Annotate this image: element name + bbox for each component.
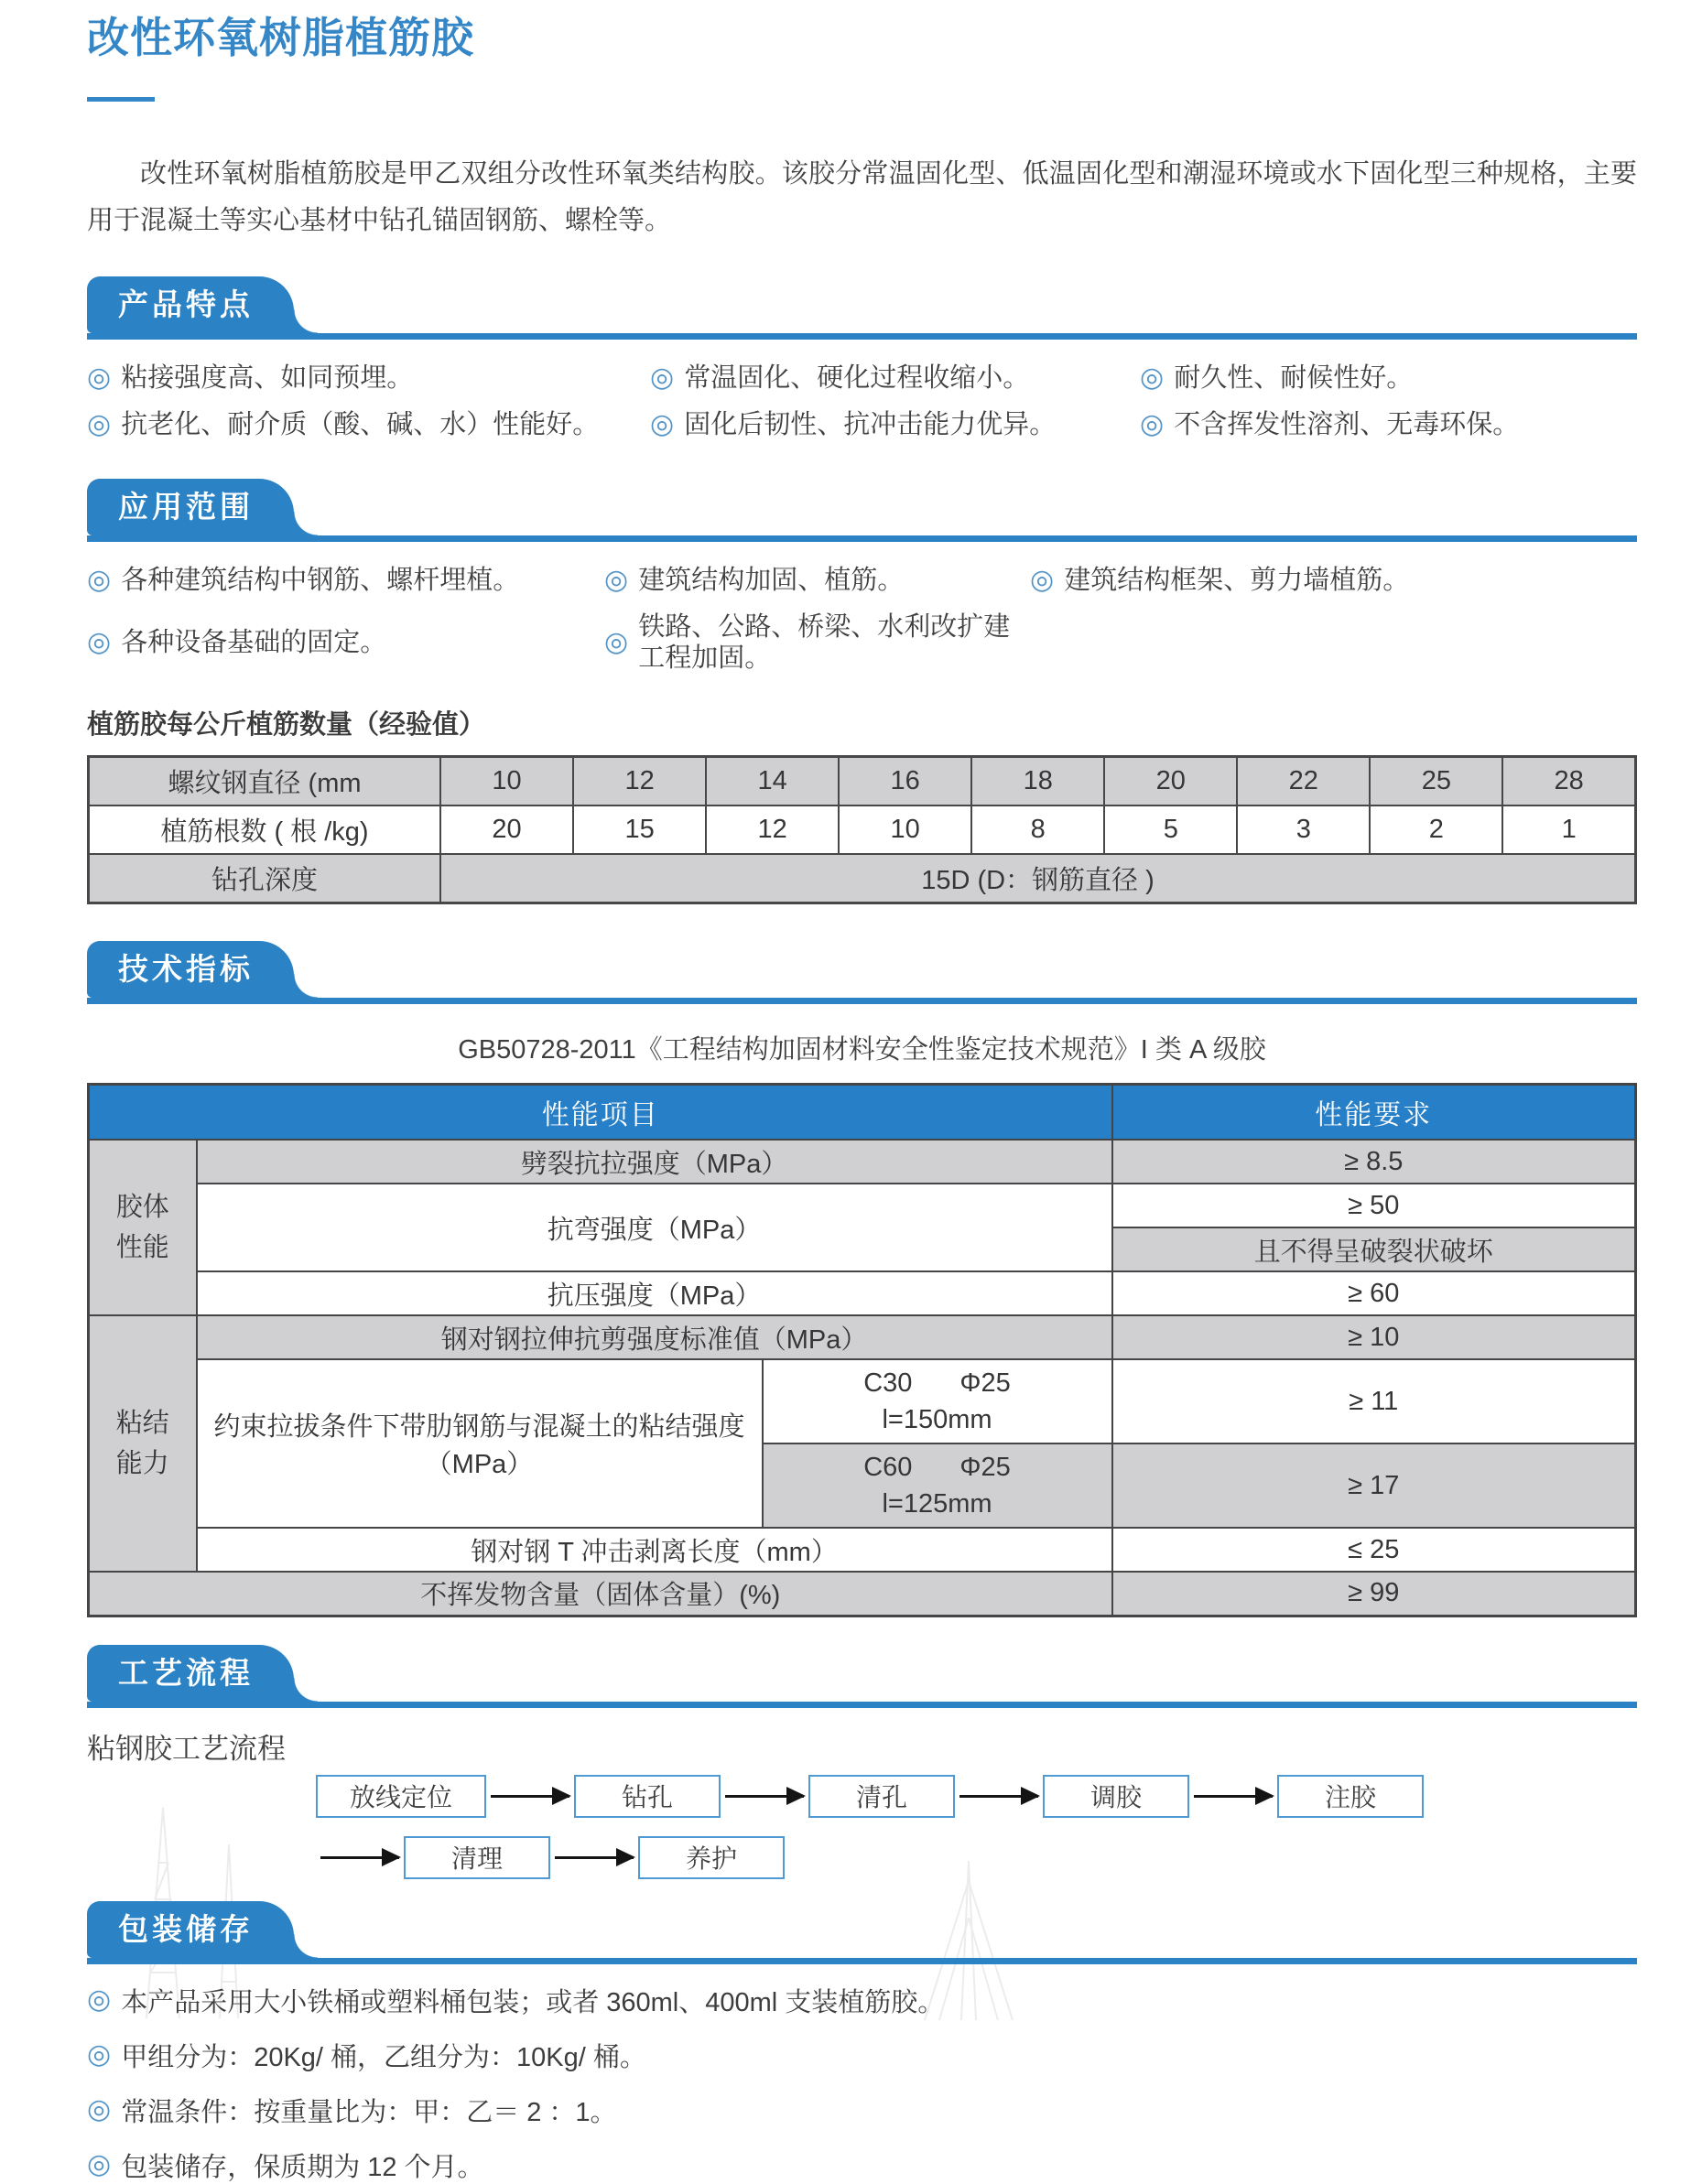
application-item	[87, 565, 604, 596]
feature-item	[650, 362, 1140, 394]
packaging-item	[87, 2146, 1637, 2184]
section-head-features	[87, 276, 1637, 340]
double-circle-bullet-icon: ◎	[604, 565, 629, 595]
section-head-process	[87, 1645, 1637, 1708]
count-value: 12	[706, 805, 839, 854]
anchor-length: l=125mm	[882, 1489, 992, 1519]
feature-text: 粘接强度高、如同预埋。	[121, 363, 414, 393]
concrete-grade: C60	[863, 1453, 913, 1482]
feature-item	[650, 409, 1140, 440]
process-flow-row-2	[316, 1836, 1637, 1879]
table-row	[89, 757, 1636, 806]
packaging-list	[87, 1982, 1637, 2184]
diameter-value: 22	[1237, 757, 1370, 806]
double-circle-bullet-icon: ◎	[1140, 362, 1165, 393]
table-row	[89, 1572, 1636, 1616]
column-header-item: 性能项目	[89, 1085, 1112, 1141]
section-head-packaging	[87, 1901, 1637, 1964]
count-value: 15	[573, 805, 706, 854]
process-step-box: 调胶	[1043, 1775, 1189, 1818]
packaging-item	[87, 2092, 1637, 2129]
table-row	[89, 1140, 1636, 1184]
double-circle-bullet-icon: ◎	[1030, 565, 1055, 595]
title-underline	[87, 97, 155, 102]
count-value: 2	[1370, 805, 1502, 854]
table-row	[89, 1315, 1636, 1359]
concrete-grade: C30	[863, 1368, 913, 1398]
arrow-right-icon	[959, 1795, 1038, 1798]
double-circle-bullet-icon: ◎	[87, 362, 112, 393]
group-cell-adhesive-performance: 胶体性能	[89, 1140, 197, 1315]
table-row	[89, 1528, 1636, 1572]
table-header-row	[89, 1085, 1636, 1141]
double-circle-bullet-icon: ◎	[87, 627, 112, 657]
application-item	[87, 611, 604, 674]
condition-c30	[763, 1359, 1112, 1443]
intro-paragraph: 改性环氧树脂植筋胶是甲乙双组分改性环氧类结构胶。该胶分常温固化型、低温固化型和潮湿环境或水下固化型三种规格，主要用于混凝土等实心基材中钻孔锚固钢筋、螺栓等。	[87, 159, 1637, 235]
table-row	[89, 854, 1636, 903]
diameter-value: 16	[839, 757, 971, 806]
rebar-table-title: 植筋胶每公斤植筋数量（经验值）	[87, 710, 486, 740]
process-step-box: 放线定位	[316, 1775, 486, 1818]
double-circle-bullet-icon: ◎	[650, 362, 675, 393]
anchor-length: l=150mm	[882, 1405, 992, 1434]
diameter-value: 14	[706, 757, 839, 806]
arrow-right-icon	[1194, 1795, 1273, 1798]
arrow-right-icon	[725, 1795, 804, 1798]
requirement-bond-c30: ≥ 11	[1112, 1359, 1636, 1443]
features-list	[87, 362, 1637, 440]
features-row-2	[87, 409, 1637, 440]
diameter-value: 10	[440, 757, 573, 806]
feature-text: 常温固化、硬化过程收缩小。	[684, 363, 1030, 393]
requirement-compressive-strength: ≥ 60	[1112, 1271, 1636, 1315]
count-value: 8	[971, 805, 1104, 854]
double-circle-bullet-icon: ◎	[87, 565, 112, 595]
diameter-value: 12	[573, 757, 706, 806]
row-header-count: 植筋根数 ( 根 /kg)	[89, 805, 441, 854]
diameter-value: 20	[1104, 757, 1237, 806]
feature-item	[87, 409, 650, 440]
rebar-quantity-table	[87, 755, 1637, 904]
applications-list	[87, 565, 1637, 674]
arrow-right-icon	[555, 1856, 634, 1859]
property-shear-strength: 钢对钢拉伸抗剪强度标准值（MPa）	[197, 1315, 1112, 1359]
applications-row-1	[87, 565, 1637, 596]
packaging-text: 甲组分为：20Kg/ 桶，乙组分为：10Kg/ 桶。	[121, 2042, 646, 2072]
application-text: 建筑结构加固、植筋。	[638, 566, 905, 595]
group-cell-bonding-capacity: 粘结能力	[89, 1315, 197, 1572]
row-header-diameter: 螺纹钢直径 (mm	[89, 757, 441, 806]
section-badge-tech: 技术指标	[87, 941, 294, 998]
application-text: 建筑结构框架、剪力墙植筋。	[1064, 566, 1410, 595]
section-head-tech	[87, 941, 1637, 1004]
process-flow-row-1	[316, 1775, 1637, 1818]
row-header-depth: 钻孔深度	[89, 854, 441, 903]
application-text: 各种设备基础的固定。	[121, 628, 387, 657]
features-row-1	[87, 362, 1637, 394]
column-header-requirement: 性能要求	[1112, 1085, 1636, 1141]
count-value: 1	[1502, 805, 1635, 854]
property-split-tensile: 劈裂抗拉强度（MPa）	[197, 1140, 1112, 1184]
count-value: 10	[839, 805, 971, 854]
process-step-box: 养护	[638, 1836, 785, 1879]
packaging-item	[87, 1982, 1637, 2019]
packaging-text: 常温条件：按重量比为：甲：乙＝ 2 ：1。	[121, 2097, 617, 2127]
depth-value: 15D (D：钢筋直径 )	[440, 854, 1636, 903]
application-item	[604, 611, 1030, 674]
rebar-diameter: Φ25	[959, 1368, 1011, 1398]
process-step-box: 钻孔	[574, 1775, 721, 1818]
double-circle-bullet-icon: ◎	[1140, 409, 1165, 439]
feature-item	[1140, 409, 1637, 440]
section-badge-process: 工艺流程	[87, 1645, 294, 1702]
count-value: 3	[1237, 805, 1370, 854]
requirement-bending-strength: ≥ 50	[1112, 1184, 1636, 1227]
application-item	[1030, 565, 1637, 596]
section-badge-packaging: 包装储存	[87, 1901, 294, 1958]
feature-text: 抗老化、耐介质（酸、碱、水）性能好。	[121, 410, 600, 439]
diameter-value: 18	[971, 757, 1104, 806]
arrow-right-icon	[320, 1856, 399, 1859]
tech-indicator-table	[87, 1083, 1637, 1617]
section-head-applications	[87, 479, 1637, 542]
application-text: 各种建筑结构中钢筋、螺杆埋植。	[121, 566, 520, 595]
requirement-bond-c60: ≥ 17	[1112, 1443, 1636, 1528]
double-circle-bullet-icon: ◎	[87, 2094, 112, 2125]
double-circle-bullet-icon: ◎	[87, 2039, 112, 2070]
table-row	[89, 805, 1636, 854]
feature-text: 不含挥发性溶剂、无毒环保。	[1174, 410, 1520, 439]
feature-item	[1140, 362, 1637, 394]
count-value: 5	[1104, 805, 1237, 854]
property-bond-strength: 约束拉拔条件下带肋钢筋与混凝土的粘结强度（MPa）	[197, 1359, 763, 1528]
application-text: 铁路、公路、桥梁、水利改扩建工程加固。	[638, 612, 1011, 673]
property-peel-length: 钢对钢 T 冲击剥离长度（mm）	[197, 1528, 1112, 1572]
packaging-text: 包装储存，保质期为 12 个月。	[121, 2152, 484, 2182]
condition-c60	[763, 1443, 1112, 1528]
tech-standard-caption: GB50728-2011《工程结构加固材料安全性鉴定技术规范》I 类 A 级胶	[458, 1035, 1266, 1065]
requirement-split-tensile: ≥ 8.5	[1112, 1140, 1636, 1184]
double-circle-bullet-icon: ◎	[87, 409, 112, 439]
requirement-shear-strength: ≥ 10	[1112, 1315, 1636, 1359]
process-subtitle: 粘钢胶工艺流程	[87, 1732, 286, 1765]
process-step-box: 清孔	[808, 1775, 955, 1818]
property-bending-strength: 抗弯强度（MPa）	[197, 1184, 1112, 1271]
rebar-diameter: Φ25	[959, 1453, 1011, 1482]
double-circle-bullet-icon: ◎	[87, 2149, 112, 2179]
feature-text: 固化后韧性、抗冲击能力优异。	[684, 410, 1057, 439]
double-circle-bullet-icon: ◎	[87, 1984, 112, 2015]
table-row	[89, 1271, 1636, 1315]
double-circle-bullet-icon: ◎	[650, 409, 675, 439]
feature-item	[87, 362, 650, 394]
table-row	[89, 1359, 1636, 1443]
property-compressive-strength: 抗压强度（MPa）	[197, 1271, 1112, 1315]
packaging-text: 本产品采用大小铁桶或塑料桶包装；或者 360ml、400ml 支装植筋胶。	[121, 1987, 945, 2017]
requirement-bending-note: 且不得呈破裂状破坏	[1112, 1227, 1636, 1271]
table-row	[89, 1184, 1636, 1227]
requirement-peel-length: ≤ 25	[1112, 1528, 1636, 1572]
diameter-value: 25	[1370, 757, 1502, 806]
property-solid-content: 不挥发物含量（固体含量）(%)	[89, 1572, 1112, 1616]
packaging-item	[87, 2037, 1637, 2074]
process-step-box: 清理	[404, 1836, 550, 1879]
feature-text: 耐久性、耐候性好。	[1174, 363, 1414, 393]
applications-row-2	[87, 611, 1637, 674]
section-badge-features: 产品特点	[87, 276, 294, 333]
process-step-box: 注胶	[1277, 1775, 1424, 1818]
diameter-value: 28	[1502, 757, 1635, 806]
application-item	[604, 565, 1030, 596]
page-title: 改性环氧树脂植筋胶	[87, 14, 474, 61]
arrow-right-icon	[491, 1795, 569, 1798]
requirement-solid-content: ≥ 99	[1112, 1572, 1636, 1616]
section-badge-applications: 应用范围	[87, 479, 294, 535]
double-circle-bullet-icon: ◎	[604, 627, 629, 657]
count-value: 20	[440, 805, 573, 854]
